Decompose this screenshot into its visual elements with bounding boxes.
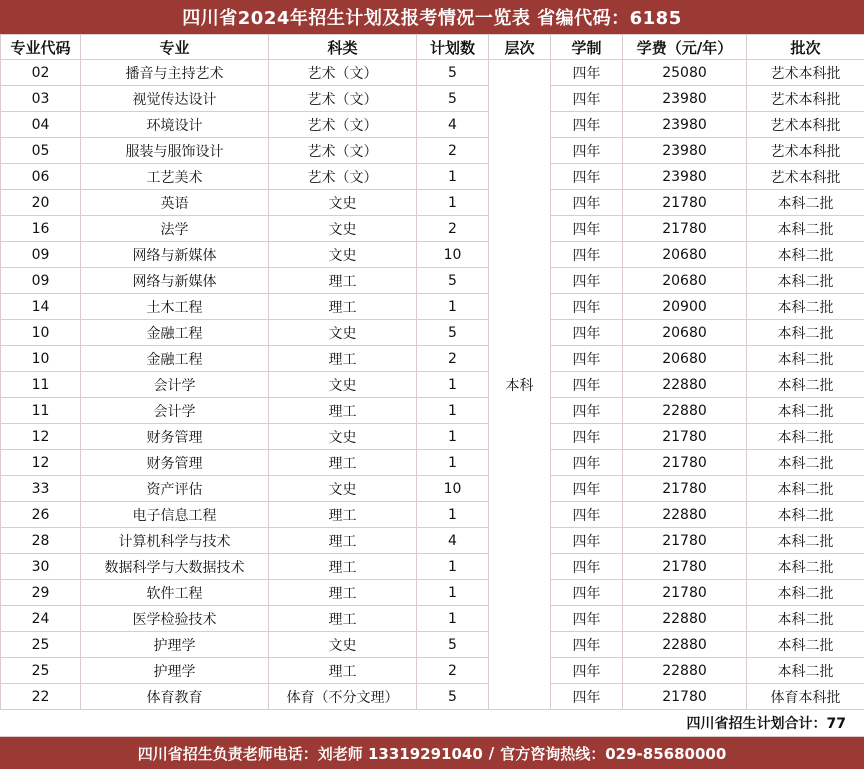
cell-batch: 本科二批	[747, 268, 864, 294]
cell-fee: 22880	[623, 632, 747, 658]
cell-duration: 四年	[551, 398, 623, 424]
cell-fee: 20680	[623, 268, 747, 294]
cell-plan: 5	[417, 320, 489, 346]
cell-batch: 本科二批	[747, 606, 864, 632]
cell-category: 理工	[269, 346, 417, 372]
cell-code: 10	[1, 320, 81, 346]
table-row	[1, 138, 864, 164]
cell-category: 理工	[269, 658, 417, 684]
cell-batch: 艺术本科批	[747, 164, 864, 190]
cell-fee: 21780	[623, 684, 747, 710]
cell-major: 医学检验技术	[81, 606, 269, 632]
cell-code: 29	[1, 580, 81, 606]
cell-major: 环境设计	[81, 112, 269, 138]
cell-duration: 四年	[551, 320, 623, 346]
cell-batch: 艺术本科批	[747, 60, 864, 86]
cell-category: 理工	[269, 502, 417, 528]
cell-major: 计算机科学与技术	[81, 528, 269, 554]
cell-code: 20	[1, 190, 81, 216]
cell-code: 02	[1, 60, 81, 86]
cell-category: 理工	[269, 528, 417, 554]
cell-category: 体育（不分文理）	[269, 684, 417, 710]
cell-category: 理工	[269, 554, 417, 580]
header-plan: 计划数	[417, 35, 489, 60]
cell-level: 本科	[489, 60, 551, 710]
cell-duration: 四年	[551, 554, 623, 580]
cell-category: 艺术（文）	[269, 138, 417, 164]
contact-footer	[0, 737, 864, 769]
table-row	[1, 424, 864, 450]
cell-plan: 1	[417, 502, 489, 528]
cell-major: 播音与主持艺术	[81, 60, 269, 86]
cell-plan: 1	[417, 372, 489, 398]
cell-code: 22	[1, 684, 81, 710]
cell-plan: 2	[417, 216, 489, 242]
cell-duration: 四年	[551, 658, 623, 684]
cell-fee: 21780	[623, 554, 747, 580]
table-row	[1, 164, 864, 190]
cell-major: 土木工程	[81, 294, 269, 320]
cell-fee: 21780	[623, 424, 747, 450]
cell-category: 文史	[269, 632, 417, 658]
cell-code: 16	[1, 216, 81, 242]
cell-plan: 2	[417, 346, 489, 372]
cell-category: 理工	[269, 294, 417, 320]
cell-plan: 5	[417, 632, 489, 658]
cell-batch: 本科二批	[747, 346, 864, 372]
table-row	[1, 502, 864, 528]
cell-batch: 体育本科批	[747, 684, 864, 710]
cell-batch: 本科二批	[747, 502, 864, 528]
cell-fee: 20680	[623, 242, 747, 268]
cell-batch: 本科二批	[747, 658, 864, 684]
cell-major: 会计学	[81, 398, 269, 424]
cell-duration: 四年	[551, 632, 623, 658]
cell-duration: 四年	[551, 86, 623, 112]
cell-fee: 20900	[623, 294, 747, 320]
cell-major: 护理学	[81, 658, 269, 684]
cell-category: 理工	[269, 268, 417, 294]
cell-duration: 四年	[551, 112, 623, 138]
cell-fee: 23980	[623, 112, 747, 138]
cell-duration: 四年	[551, 502, 623, 528]
cell-fee: 21780	[623, 216, 747, 242]
cell-category: 艺术（文）	[269, 112, 417, 138]
cell-batch: 本科二批	[747, 632, 864, 658]
header-category: 科类	[269, 35, 417, 60]
cell-batch: 本科二批	[747, 424, 864, 450]
cell-batch: 本科二批	[747, 528, 864, 554]
table-row	[1, 476, 864, 502]
cell-fee: 20680	[623, 320, 747, 346]
cell-duration: 四年	[551, 60, 623, 86]
cell-code: 12	[1, 450, 81, 476]
cell-duration: 四年	[551, 294, 623, 320]
cell-code: 14	[1, 294, 81, 320]
cell-code: 25	[1, 632, 81, 658]
cell-category: 理工	[269, 450, 417, 476]
cell-category: 文史	[269, 372, 417, 398]
cell-plan: 2	[417, 138, 489, 164]
cell-fee: 22880	[623, 502, 747, 528]
table-row	[1, 528, 864, 554]
cell-duration: 四年	[551, 242, 623, 268]
cell-major: 财务管理	[81, 424, 269, 450]
cell-code: 04	[1, 112, 81, 138]
cell-plan: 1	[417, 580, 489, 606]
cell-major: 会计学	[81, 372, 269, 398]
cell-plan: 1	[417, 450, 489, 476]
cell-code: 28	[1, 528, 81, 554]
cell-plan: 5	[417, 86, 489, 112]
cell-major: 护理学	[81, 632, 269, 658]
cell-fee: 25080	[623, 60, 747, 86]
cell-duration: 四年	[551, 684, 623, 710]
cell-code: 25	[1, 658, 81, 684]
cell-duration: 四年	[551, 450, 623, 476]
cell-fee: 23980	[623, 138, 747, 164]
contact-phone: 四川省招生负责老师电话：刘老师 13319291040	[138, 743, 483, 764]
cell-plan: 1	[417, 398, 489, 424]
cell-plan: 1	[417, 606, 489, 632]
cell-batch: 本科二批	[747, 320, 864, 346]
table-row	[1, 580, 864, 606]
cell-batch: 本科二批	[747, 580, 864, 606]
cell-plan: 4	[417, 112, 489, 138]
cell-duration: 四年	[551, 476, 623, 502]
cell-duration: 四年	[551, 190, 623, 216]
cell-plan: 2	[417, 658, 489, 684]
table-row	[1, 216, 864, 242]
cell-major: 视觉传达设计	[81, 86, 269, 112]
cell-batch: 本科二批	[747, 294, 864, 320]
cell-code: 30	[1, 554, 81, 580]
cell-major: 网络与新媒体	[81, 268, 269, 294]
cell-fee: 22880	[623, 398, 747, 424]
cell-plan: 5	[417, 60, 489, 86]
header-code: 专业代码	[1, 35, 81, 60]
cell-batch: 本科二批	[747, 242, 864, 268]
table-row	[1, 268, 864, 294]
cell-duration: 四年	[551, 216, 623, 242]
cell-plan: 10	[417, 476, 489, 502]
header-batch: 批次	[747, 35, 864, 60]
cell-fee: 22880	[623, 372, 747, 398]
table-header-row	[1, 35, 864, 60]
cell-major: 金融工程	[81, 320, 269, 346]
cell-major: 金融工程	[81, 346, 269, 372]
cell-category: 艺术（文）	[269, 164, 417, 190]
cell-plan: 5	[417, 268, 489, 294]
cell-category: 文史	[269, 190, 417, 216]
cell-batch: 本科二批	[747, 476, 864, 502]
table-row	[1, 294, 864, 320]
cell-code: 06	[1, 164, 81, 190]
footer-separator: /	[489, 744, 494, 762]
cell-category: 理工	[269, 606, 417, 632]
table-row	[1, 606, 864, 632]
table-row	[1, 320, 864, 346]
cell-plan: 1	[417, 424, 489, 450]
table-row	[1, 372, 864, 398]
cell-batch: 本科二批	[747, 450, 864, 476]
cell-code: 05	[1, 138, 81, 164]
cell-batch: 艺术本科批	[747, 138, 864, 164]
cell-fee: 21780	[623, 190, 747, 216]
cell-plan: 5	[417, 684, 489, 710]
cell-code: 10	[1, 346, 81, 372]
cell-duration: 四年	[551, 164, 623, 190]
cell-category: 文史	[269, 320, 417, 346]
cell-category: 文史	[269, 242, 417, 268]
cell-fee: 22880	[623, 606, 747, 632]
cell-plan: 1	[417, 190, 489, 216]
cell-plan: 10	[417, 242, 489, 268]
cell-category: 文史	[269, 424, 417, 450]
cell-major: 财务管理	[81, 450, 269, 476]
cell-duration: 四年	[551, 372, 623, 398]
table-row	[1, 60, 864, 86]
header-level: 层次	[489, 35, 551, 60]
table-row	[1, 86, 864, 112]
cell-major: 网络与新媒体	[81, 242, 269, 268]
cell-fee: 21780	[623, 528, 747, 554]
cell-fee: 21780	[623, 450, 747, 476]
cell-batch: 本科二批	[747, 554, 864, 580]
cell-major: 法学	[81, 216, 269, 242]
cell-category: 文史	[269, 216, 417, 242]
cell-category: 理工	[269, 580, 417, 606]
header-fee: 学费（元/年）	[623, 35, 747, 60]
table-row	[1, 346, 864, 372]
page-title: 四川省2024年招生计划及报考情况一览表 省编代码：6185	[0, 0, 864, 34]
cell-plan: 1	[417, 554, 489, 580]
cell-code: 24	[1, 606, 81, 632]
cell-duration: 四年	[551, 138, 623, 164]
cell-code: 11	[1, 398, 81, 424]
enrollment-table	[0, 34, 864, 710]
cell-batch: 本科二批	[747, 372, 864, 398]
cell-duration: 四年	[551, 424, 623, 450]
table-row	[1, 554, 864, 580]
table-row	[1, 658, 864, 684]
cell-duration: 四年	[551, 580, 623, 606]
cell-category: 艺术（文）	[269, 86, 417, 112]
cell-category: 艺术（文）	[269, 60, 417, 86]
cell-duration: 四年	[551, 346, 623, 372]
cell-fee: 20680	[623, 346, 747, 372]
cell-plan: 1	[417, 294, 489, 320]
header-major: 专业	[81, 35, 269, 60]
table-row	[1, 632, 864, 658]
cell-batch: 艺术本科批	[747, 86, 864, 112]
cell-code: 12	[1, 424, 81, 450]
cell-major: 软件工程	[81, 580, 269, 606]
cell-major: 工艺美术	[81, 164, 269, 190]
table-row	[1, 112, 864, 138]
table-row	[1, 684, 864, 710]
cell-code: 03	[1, 86, 81, 112]
table-body	[1, 60, 864, 710]
cell-duration: 四年	[551, 606, 623, 632]
cell-batch: 本科二批	[747, 216, 864, 242]
table-row	[1, 190, 864, 216]
cell-major: 资产评估	[81, 476, 269, 502]
cell-fee: 23980	[623, 164, 747, 190]
cell-batch: 本科二批	[747, 190, 864, 216]
cell-code: 26	[1, 502, 81, 528]
table-row	[1, 242, 864, 268]
cell-duration: 四年	[551, 528, 623, 554]
header-duration: 学制	[551, 35, 623, 60]
plan-total: 四川省招生计划合计：77	[0, 710, 864, 737]
cell-fee: 21780	[623, 476, 747, 502]
cell-code: 09	[1, 268, 81, 294]
table-row	[1, 398, 864, 424]
official-hotline: 官方咨询热线：029-85680000	[500, 743, 726, 764]
cell-plan: 1	[417, 164, 489, 190]
cell-fee: 22880	[623, 658, 747, 684]
cell-major: 电子信息工程	[81, 502, 269, 528]
table-row	[1, 450, 864, 476]
cell-plan: 4	[417, 528, 489, 554]
cell-category: 理工	[269, 398, 417, 424]
cell-category: 文史	[269, 476, 417, 502]
cell-fee: 21780	[623, 580, 747, 606]
cell-code: 33	[1, 476, 81, 502]
cell-major: 体育教育	[81, 684, 269, 710]
cell-batch: 艺术本科批	[747, 112, 864, 138]
cell-code: 11	[1, 372, 81, 398]
cell-major: 数据科学与大数据技术	[81, 554, 269, 580]
cell-major: 英语	[81, 190, 269, 216]
cell-fee: 23980	[623, 86, 747, 112]
cell-duration: 四年	[551, 268, 623, 294]
cell-batch: 本科二批	[747, 398, 864, 424]
cell-major: 服装与服饰设计	[81, 138, 269, 164]
cell-code: 09	[1, 242, 81, 268]
